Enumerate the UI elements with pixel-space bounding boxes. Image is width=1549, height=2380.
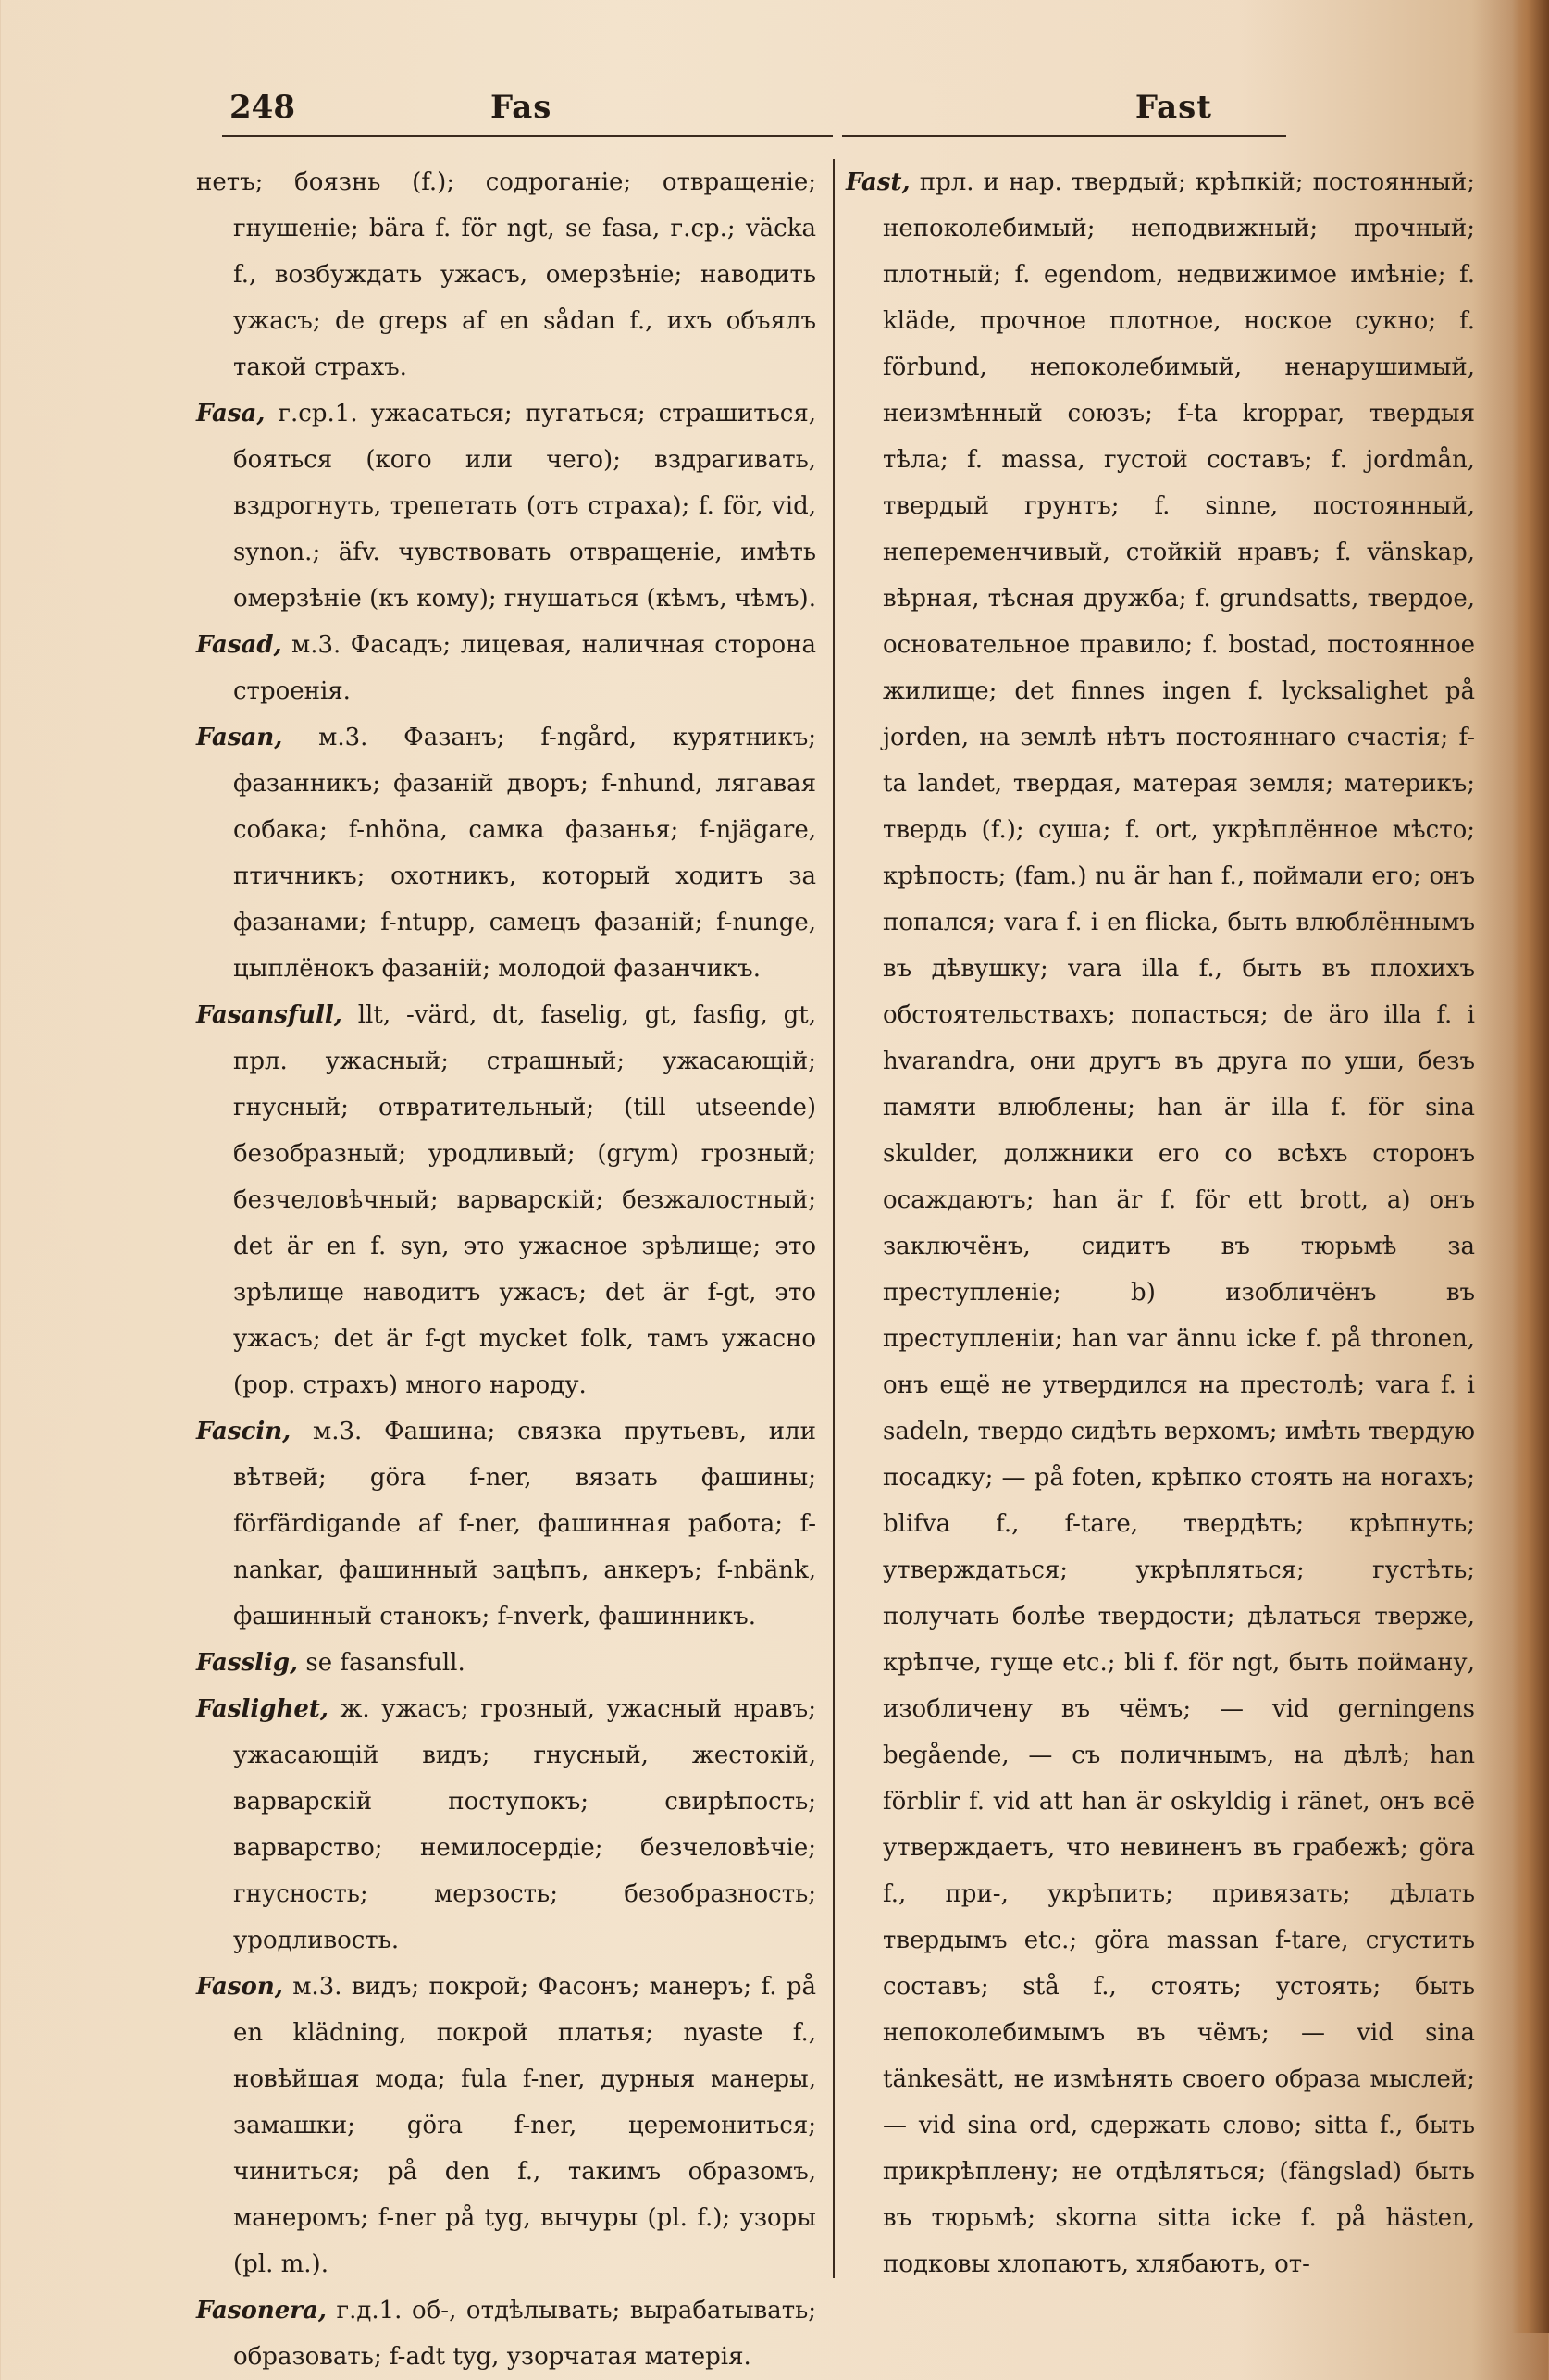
dictionary-entry [196,1640,816,1686]
column-divider [833,159,835,2278]
header-rule-right [842,135,1286,137]
entry-headword: Fason, [196,1973,283,2001]
dictionary-entry [196,622,816,714]
entry-headword: Fast, [846,168,911,196]
page-header [222,89,1249,133]
entry-headword: Faslighet, [196,1695,328,1723]
entry-text: нетъ; боязнь (f.); содроганіе; отвращеніе; гнушеніе; bära f. för ngt, se fasa, г.ср.; väcka f., возбуждать ужасъ, омерзѣніе; наводить ужасъ; de greps af en sådan f., ихъ объялъ такой страхъ. [196,168,816,381]
entry-text: прл. и нар. твердый; крѣпкій; постоянный; непоколебимый; неподвижный; прочный; плотный; f. egendom, недвижимое имѣніе; f. kläde, прочное плотное, ноское сукно; f. förbund, непоколебимый, ненарушимый, неизмѣнный союзъ; f-ta kroppar, твердыя тѣла; f. massa, густой составъ; f. jordmån, твердый грунтъ; f. sinne, постоянный, непеременчивый, стойкій нравъ; f. vänskap, вѣрная, тѣсная дружба; f. grundsatts, твердое, основательное правило; f. bostad, постоянное жилище; det finnes ingen f. lycksalighet på jorden, на землѣ нѣтъ постояннаго счастія; f-ta landet, твердая, матерая земля; материкъ; твердь (f.); суша; f. ort, укрѣплённое мѣсто; крѣпость; (fam.) nu är han f., поймали его; онъ попался; vara f. i en flicka, быть влюблённымъ въ дѣвушку; vara illa f., быть въ плохихъ обстоятельствахъ; попасться; de äro illa f. i hvarandra, они другъ въ друга по уши, безъ памяти влюблены; han är illa f. för sina skulder, должники его со всѣхъ сторонъ осаждаютъ; han är f. för ett brott, а) онъ заключёнъ, сидитъ въ тюрьмѣ за преступленіе; b) изобличёнъ въ преступленіи; han var ännu icke f. på thronen, онъ ещё не утвердился на престолѣ; vara f. i sadeln, твердо сидѣть верхомъ; имѣть твердую посадку; — på foten, крѣпко стоять на ногахъ; blifva f., f-tare, твердѣть; крѣпнуть; утверждаться; укрѣпляться; густѣть; получать болѣе твердости; дѣлаться тверже, крѣпче, гуще etc.; bli f. för ngt, быть пойману, изобличену въ чёмъ; — vid gerningens begående, — съ поличнымъ, на дѣлѣ; han förblir f. vid att han är oskyldig i ränet, онъ всё утверждаетъ, что невиненъ въ грабежѣ; göra f., при-, укрѣпить; привязать; дѣлать твердымъ etc.; göra massan f-tare, сгустить составъ; stå f., стоять; устоять; быть непоколебимымъ въ чёмъ; — vid sina tänkesätt, не измѣнять своего образа мыслей; — vid sina ord, сдержать слово; sitta f., быть прикрѣплену; не отдѣляться; (fängslad) быть въ тюрьмѣ; skorna sitta icke f. på hästen, подковы хлопаютъ, хлябаютъ, от- [883,168,1476,2278]
entry-headword: Fascin, [196,1418,291,1445]
dictionary-entry [196,159,816,390]
entry-text: м.3. видъ; покрой; Фасонъ; манеръ; f. på en klädning, покрой платья; nyaste f., новѣйшая мода; fula f-ner, дурныя манеры, замашки; göra f-ner, церемониться; чиниться; på den f., такимъ образомъ, манеромъ; f-ner på tyg, вычуры (pl. f.); узоры (pl. m.). [233,1973,817,2278]
entry-text: se fasansfull. [305,1649,465,1677]
dictionary-entry [196,1964,816,2287]
entry-text: г.ср.1. ужасаться; пугаться; страшиться, бояться (кого или чего); вздрагивать, вздрогнуть, трепетать (отъ страха); f. för, vid, synon.; äfv. чувствовать отвращеніе, имѣть омерзѣніе (къ кому); гнушаться (кѣмъ, чѣмъ). [233,400,816,613]
left-column [196,159,816,2380]
dictionary-entry [196,390,816,622]
dictionary-entry [196,714,816,992]
entry-headword: Fasan, [196,724,283,751]
right-guide-word: Fast [1134,89,1212,126]
dictionary-entry [196,992,816,1408]
page-number: 248 [229,89,295,126]
entry-text: llt, -värd, dt, faselig, gt, fasfig, gt, прл. ужасный; страшный; ужасающій; гнусный; отвратительный; (till utseende) безобразный; уродливый; (grym) грозный; безчеловѣчный; варварскій; безжалостный; det är en f. syn, это ужасное зрѣлище; это зрѣлище наводитъ ужасъ; det är f-gt, это ужасъ; det är f-gt mycket folk, тамъ ужасно (рор. страхъ) много народу. [233,1001,817,1399]
entry-text: г.д.1. об-, отдѣлывать; вырабатывать; образовать; f-adt tyg, узорчатая матерія. [233,2297,816,2371]
left-guide-word: Fas [490,89,552,126]
entry-text: м.3. Фасадъ; лицевая, наличная сторона строенія. [233,631,817,705]
dictionary-entry [196,1686,816,1964]
entry-headword: Fasslig, [196,1649,299,1677]
entry-text: м.3. Фазанъ; f-ngård, курятникъ; фазанникъ; фазаній дворъ; f-nhund, лягавая собака; f-nhöna, самка фазанья; f-njägare, птичникъ; охотникъ, который ходитъ за фазанами; f-ntupp, самецъ фазаній; f-nunge, цыплёнокъ фазаній; молодой фазанчикъ. [233,724,817,983]
entry-text: м.3. Фашина; связка прутьевъ, или вѣтвей; göra f-ner, вязать фашины; förfärdigande af f-ner, фашинная работа; f-nankar, фашинный зацѣпъ, анкеръ; f-nbänk, фашинный станокъ; f-nverk, фашинникъ. [233,1418,816,1630]
entry-headword: Fasad, [196,631,282,659]
entry-headword: Fasansfull, [196,1001,342,1029]
dictionary-entry [846,159,1475,2287]
entry-headword: Fasa, [196,400,266,428]
entry-headword: Fasonera, [196,2297,327,2324]
right-column [846,159,1475,2287]
entry-text: ж. ужасъ; грозный, ужасный нравъ; ужасающій видъ; гнусный, жестокій, варварскій поступокъ; свирѣпость; варварство; немилосердіе; безчеловѣчіе; гнусность; мерзость; безобразность; уродливость. [233,1695,816,1954]
dictionary-entry [196,1408,816,1640]
dictionary-entry [196,2287,816,2380]
page-edge-shadow [1512,0,1549,2333]
header-rule-left [222,135,833,137]
